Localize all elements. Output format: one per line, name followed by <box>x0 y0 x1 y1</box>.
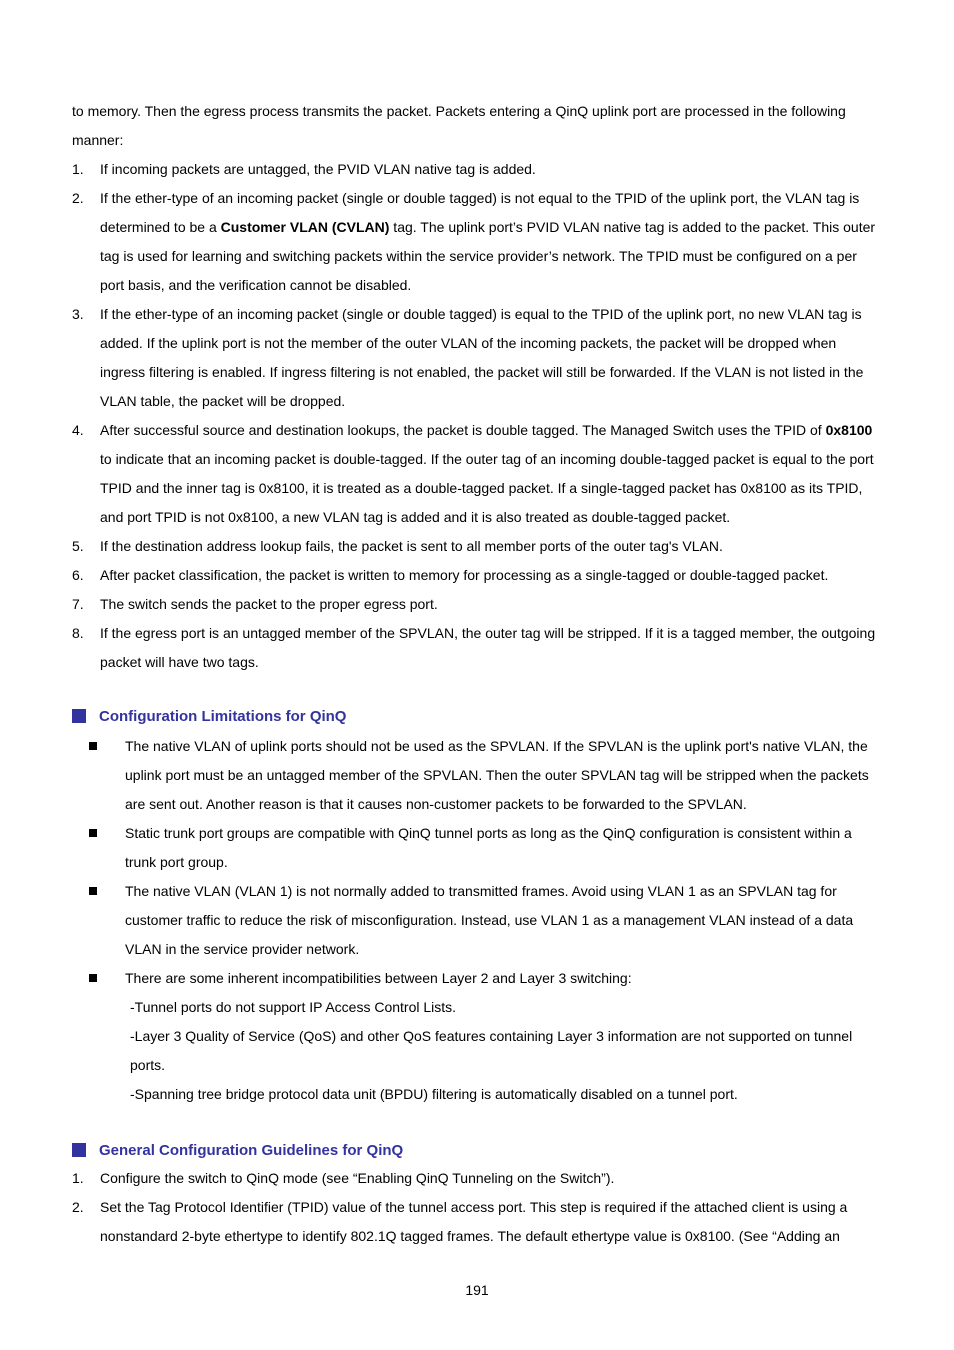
section-heading-limitations <box>72 706 346 726</box>
list-text: After packet classification, the packet is written to memory for processing as a single-tagged or double-tagged packet. <box>100 567 829 583</box>
guidelines-list <box>72 1164 884 1251</box>
list-number: 2. <box>72 1199 84 1215</box>
bullet-item <box>72 964 884 993</box>
bullet-square-icon <box>89 742 97 750</box>
bullet-item <box>72 877 884 964</box>
bullet-text: There are some inherent incompatibilities between Layer 2 and Layer 3 switching: <box>125 970 632 986</box>
bullet-text: Static trunk port groups are compatible with QinQ tunnel ports as long as the QinQ configuration is consistent within a trunk port group. <box>125 825 852 870</box>
list-text: If the egress port is an untagged member of the SPVLAN, the outer tag will be stripped. If it is a tagged member, the outgoing packet will have two tags. <box>100 625 876 670</box>
list-item <box>72 184 884 300</box>
list-item <box>72 300 884 416</box>
list-number: 7. <box>72 596 84 612</box>
list-number: 3. <box>72 306 84 322</box>
intro-paragraph: to memory. Then the egress process transmits the packet. Packets entering a QinQ uplink port are processed in the following manner: <box>72 103 846 148</box>
heading-square-icon <box>72 709 86 723</box>
bullet-square-icon <box>89 829 97 837</box>
list-item <box>72 561 884 590</box>
page-number: 191 <box>465 1282 489 1298</box>
list-number: 6. <box>72 567 84 583</box>
tpid-value: 0x8100 <box>825 422 873 438</box>
list-item <box>72 155 884 184</box>
section-heading-guidelines <box>72 1140 403 1160</box>
list-number: 5. <box>72 538 84 554</box>
bullet-square-icon <box>89 974 97 982</box>
list-number: 1. <box>72 1170 84 1186</box>
list-item <box>72 532 884 561</box>
sub-line: -Tunnel ports do not support IP Access Control Lists. <box>130 999 457 1015</box>
list-number: 8. <box>72 625 84 641</box>
section-title: Configuration Limitations for QinQ <box>99 707 347 725</box>
list-item <box>72 1193 884 1251</box>
list-text: to indicate that an incoming packet is double-tagged. If the outer tag of an incoming double-tagged packet is equal to the port TPID and the inner tag is 0x8100, it is treated as a double-tagged packet. If a single-tagged packet has 0x8100 as its TPID, and port TPID is not 0x8100, a new VLAN tag is added and it is also treated as double-tagged packet. <box>100 451 874 525</box>
list-text: tag. The uplink port’s PVID VLAN native tag is added to the packet. This outer tag is used for learning and switching packets within the service provider’s network. The TPID must be configured on a per port basis, and the verification cannot be disabled. <box>100 219 876 293</box>
list-text: Set the Tag Protocol Identifier (TPID) value of the tunnel access port. This step is required if the attached client is using a nonstandard 2-byte ethertype to identify 802.1Q tagged frames. The default ethertype value is 0x8100. (See “Adding an <box>100 1199 848 1244</box>
sub-line: -Spanning tree bridge protocol data unit (BPDU) filtering is automatically disabled on a tunnel port. <box>130 1086 738 1102</box>
list-item <box>72 590 884 619</box>
list-text: If the ether-type of an incoming packet (single or double tagged) is not equal to the TPID of the uplink port, the VLAN tag is determined to be a <box>100 190 860 235</box>
list-text: After successful source and destination lookups, the packet is double tagged. The Managed Switch uses the TPID of <box>100 422 826 438</box>
list-text: If the ether-type of an incoming packet (single or double tagged) is equal to the TPID of the uplink port, no new VLAN tag is added. If the uplink port is not the member of the outer VLAN of the incoming packets, the packet will be dropped when ingress filtering is enabled. If ingress filtering is not enabled, the packet will still be forwarded. If the VLAN is not listed in the VLAN table, the packet will be dropped. <box>100 306 864 409</box>
list-text: If the destination address lookup fails, the packet is sent to all member ports of the outer tag's VLAN. <box>100 538 723 554</box>
list-item <box>72 619 884 677</box>
bullet-item <box>72 732 884 819</box>
bullet-item <box>72 819 884 877</box>
cvlan-term: Customer VLAN (CVLAN) <box>220 219 390 235</box>
bullet-text: The native VLAN (VLAN 1) is not normally added to transmitted frames. Avoid using VLAN 1 as an SPVLAN tag for customer traffic to reduce the risk of misconfiguration. Instead, use VLAN 1 as a management VLAN instead of a data VLAN in the service provider network. <box>125 883 854 957</box>
sub-line: -Layer 3 Quality of Service (QoS) and other QoS features containing Layer 3 information are not supported on tunnel ports. <box>130 1028 853 1073</box>
bullet-square-icon <box>89 887 97 895</box>
list-number: 4. <box>72 422 84 438</box>
list-text: The switch sends the packet to the proper egress port. <box>100 596 438 612</box>
list-number: 1. <box>72 161 84 177</box>
list-text: Configure the switch to QinQ mode (see “Enabling QinQ Tunneling on the Switch”). <box>100 1170 615 1186</box>
heading-square-icon <box>72 1143 86 1157</box>
section-title: General Configuration Guidelines for QinQ <box>99 1141 404 1159</box>
list-item <box>72 416 884 532</box>
list-item <box>72 1164 884 1193</box>
limitations-list <box>72 732 884 1109</box>
list-number: 2. <box>72 190 84 206</box>
bullet-text: The native VLAN of uplink ports should not be used as the SPVLAN. If the SPVLAN is the uplink port's native VLAN, the uplink port must be an untagged member of the SPVLAN. Then the outer SPVLAN tag will be stripped when the packets are sent out. Another reason is that it causes non-customer packets to be forwarded to the SPVLAN. <box>125 738 869 812</box>
list-text: If incoming packets are untagged, the PVID VLAN native tag is added. <box>100 161 536 177</box>
processing-list <box>72 155 884 677</box>
